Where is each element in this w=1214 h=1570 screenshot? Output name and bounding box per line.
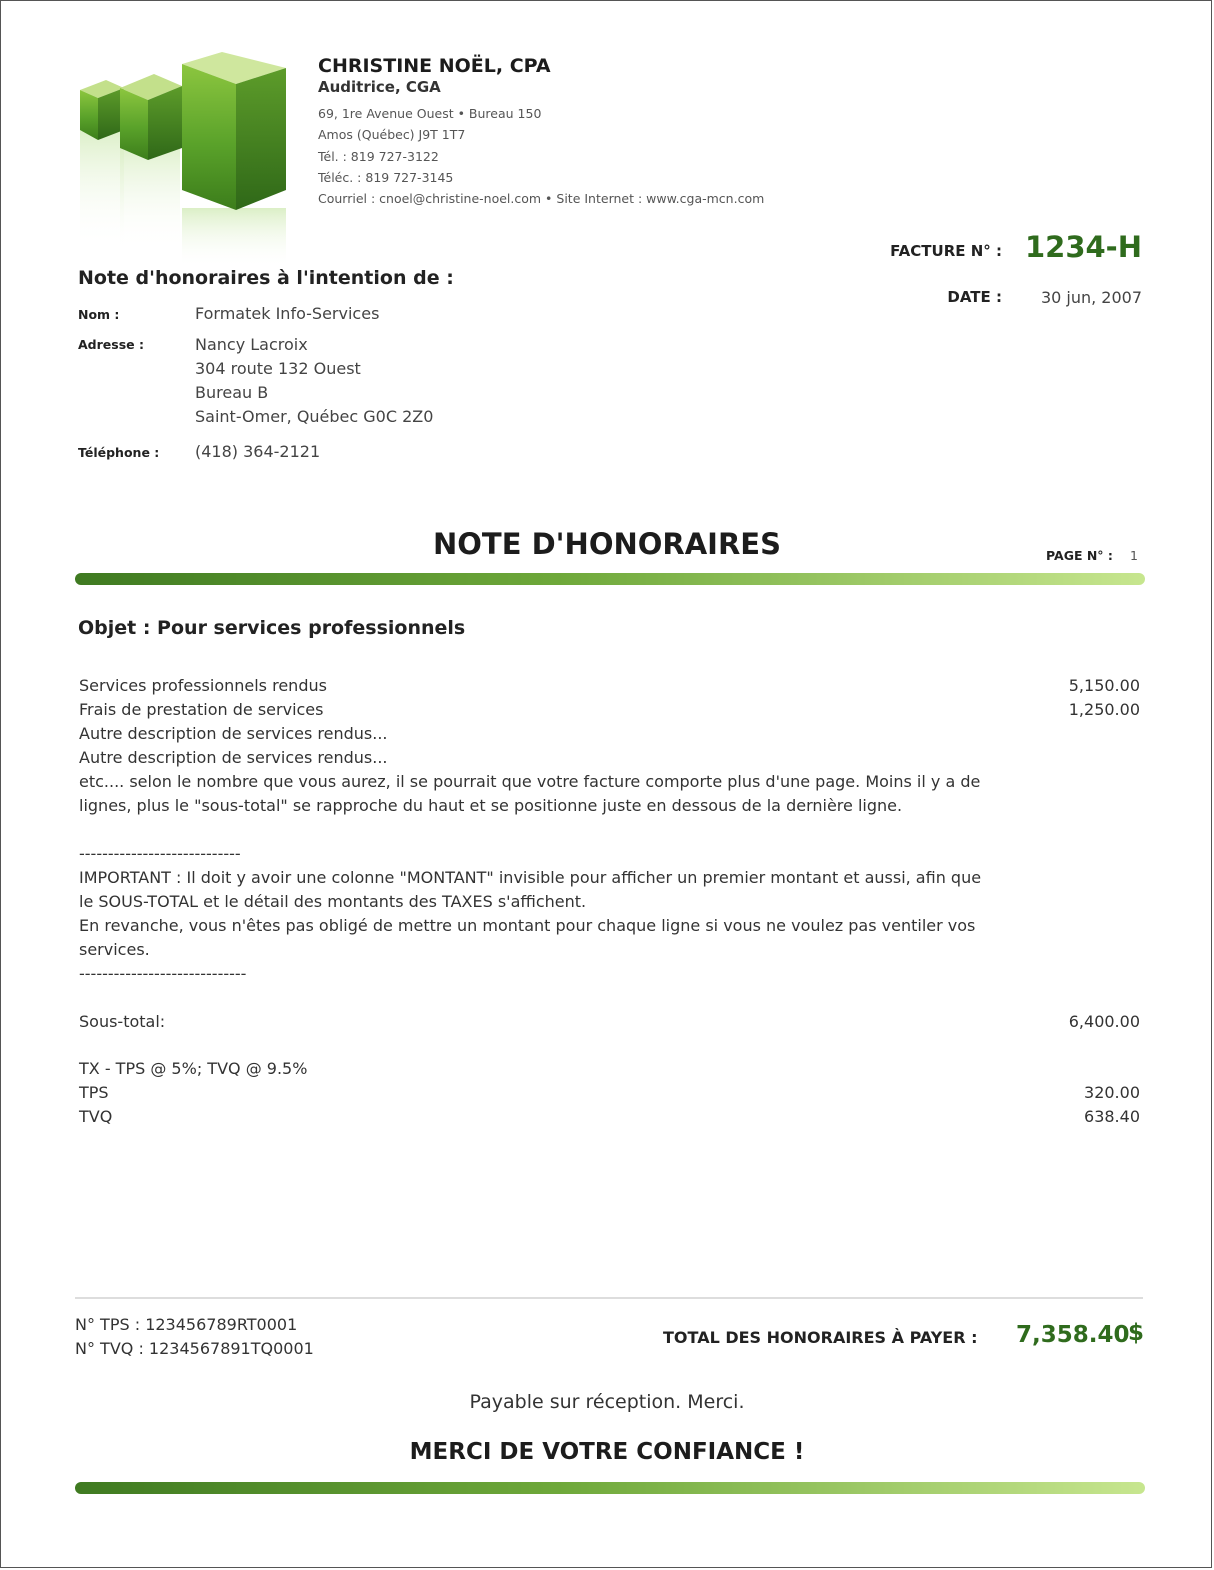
tvq-amount: 638.40 — [1084, 1107, 1140, 1126]
line-item-amount: 1,250.00 — [1068, 700, 1140, 719]
footer-separator — [75, 1297, 1143, 1299]
client-heading: Note d'honoraires à l'intention de : — [78, 267, 454, 289]
line-item-amount: 5,150.00 — [1068, 676, 1140, 695]
line-item-text: IMPORTANT : Il doit y avoir une colonne "MONTANT" invisible pour afficher un premier montant et aussi, afin que — [79, 868, 982, 887]
green-divider-bar — [75, 1482, 1145, 1494]
line-item-text: Frais de prestation de services — [79, 700, 324, 719]
client-name-label: Nom : — [78, 307, 120, 322]
line-item-text: lignes, plus le "sous-total" se rapproche du haut et se positionne juste en dessous de la dernière ligne. — [79, 796, 903, 815]
firm-phone: Tél. : 819 727-3122 — [318, 149, 439, 164]
line-item-text: Autre description de services rendus... — [79, 748, 388, 767]
logo-reflection — [182, 208, 286, 268]
firm-name: CHRISTINE NOËL, CPA — [318, 55, 551, 77]
invoice-number-label: FACTURE N° : — [890, 242, 1002, 260]
tps-label: TPS — [79, 1083, 109, 1102]
document-title: NOTE D'HONORAIRES — [433, 527, 781, 561]
client-address-line: Nancy Lacroix — [195, 335, 308, 354]
logo-reflection — [80, 128, 124, 248]
line-item-text: services. — [79, 940, 150, 959]
subtotal-amount: 6,400.00 — [1068, 1012, 1140, 1031]
thanks-message: MERCI DE VOTRE CONFIANCE ! — [409, 1439, 805, 1465]
client-address-line: Bureau B — [195, 383, 269, 402]
green-divider-bar — [75, 573, 1145, 585]
page-number-label: PAGE N° : — [1046, 548, 1113, 563]
client-address-line: Saint-Omer, Québec G0C 2Z0 — [195, 407, 434, 426]
firm-fax: Téléc. : 819 727-3145 — [318, 170, 454, 185]
line-item-text: etc.... selon le nombre que vous aurez, il se pourrait que votre facture comporte plus d'une page. Moins il y a de — [79, 772, 981, 791]
total-label: TOTAL DES HONORAIRES À PAYER : — [663, 1328, 978, 1347]
client-address-line: 304 route 132 Ouest — [195, 359, 361, 378]
logo-block-front — [182, 64, 236, 210]
client-name: Formatek Info-Services — [195, 304, 380, 323]
tvq-label: TVQ — [79, 1107, 113, 1126]
logo-block-side — [236, 68, 286, 210]
line-item-text: Services professionnels rendus — [79, 676, 327, 695]
tps-amount: 320.00 — [1084, 1083, 1140, 1102]
tps-registration: N° TPS : 123456789RT0001 — [75, 1315, 298, 1334]
total-currency: $ — [1128, 1320, 1145, 1346]
client-address-label: Adresse : — [78, 337, 144, 352]
tvq-registration: N° TVQ : 1234567891TQ0001 — [75, 1339, 314, 1358]
firm-title: Auditrice, CGA — [318, 78, 441, 96]
subtotal-label: Sous-total: — [79, 1012, 166, 1031]
client-phone-label: Téléphone : — [78, 445, 160, 460]
line-item-text: le SOUS-TOTAL et le détail des montants des TAXES s'affichent. — [79, 892, 587, 911]
invoice-date-label: DATE : — [947, 288, 1002, 306]
invoice-date: 30 jun, 2007 — [1040, 288, 1142, 307]
payable-note: Payable sur réception. Merci. — [469, 1391, 745, 1413]
firm-address-line1: 69, 1re Avenue Ouest • Bureau 150 — [318, 106, 542, 121]
invoice-number: 1234-H — [1024, 230, 1142, 264]
line-item-text: Autre description de services rendus... — [79, 724, 388, 743]
firm-logo — [76, 48, 291, 268]
client-phone: (418) 364-2121 — [195, 442, 321, 461]
line-item-text: ----------------------------- — [79, 964, 247, 983]
line-item-text: ---------------------------- — [79, 844, 241, 863]
objet-heading: Objet : Pour services professionnels — [78, 617, 466, 639]
tax-header: TX - TPS @ 5%; TVQ @ 9.5% — [79, 1059, 308, 1078]
page-number: 1 — [1130, 548, 1138, 563]
total-amount: 7,358.40 — [1016, 1322, 1130, 1348]
firm-address-line2: Amos (Québec) J9T 1T7 — [318, 127, 466, 142]
logo-block-front — [120, 88, 148, 160]
line-item-text: En revanche, vous n'êtes pas obligé de mettre un montant pour chaque ligne si vous ne voulez pas ventiler vos — [79, 916, 976, 935]
firm-contact: Courriel : cnoel@christine-noel.com • Site Internet : www.cga-mcn.com — [318, 191, 765, 206]
